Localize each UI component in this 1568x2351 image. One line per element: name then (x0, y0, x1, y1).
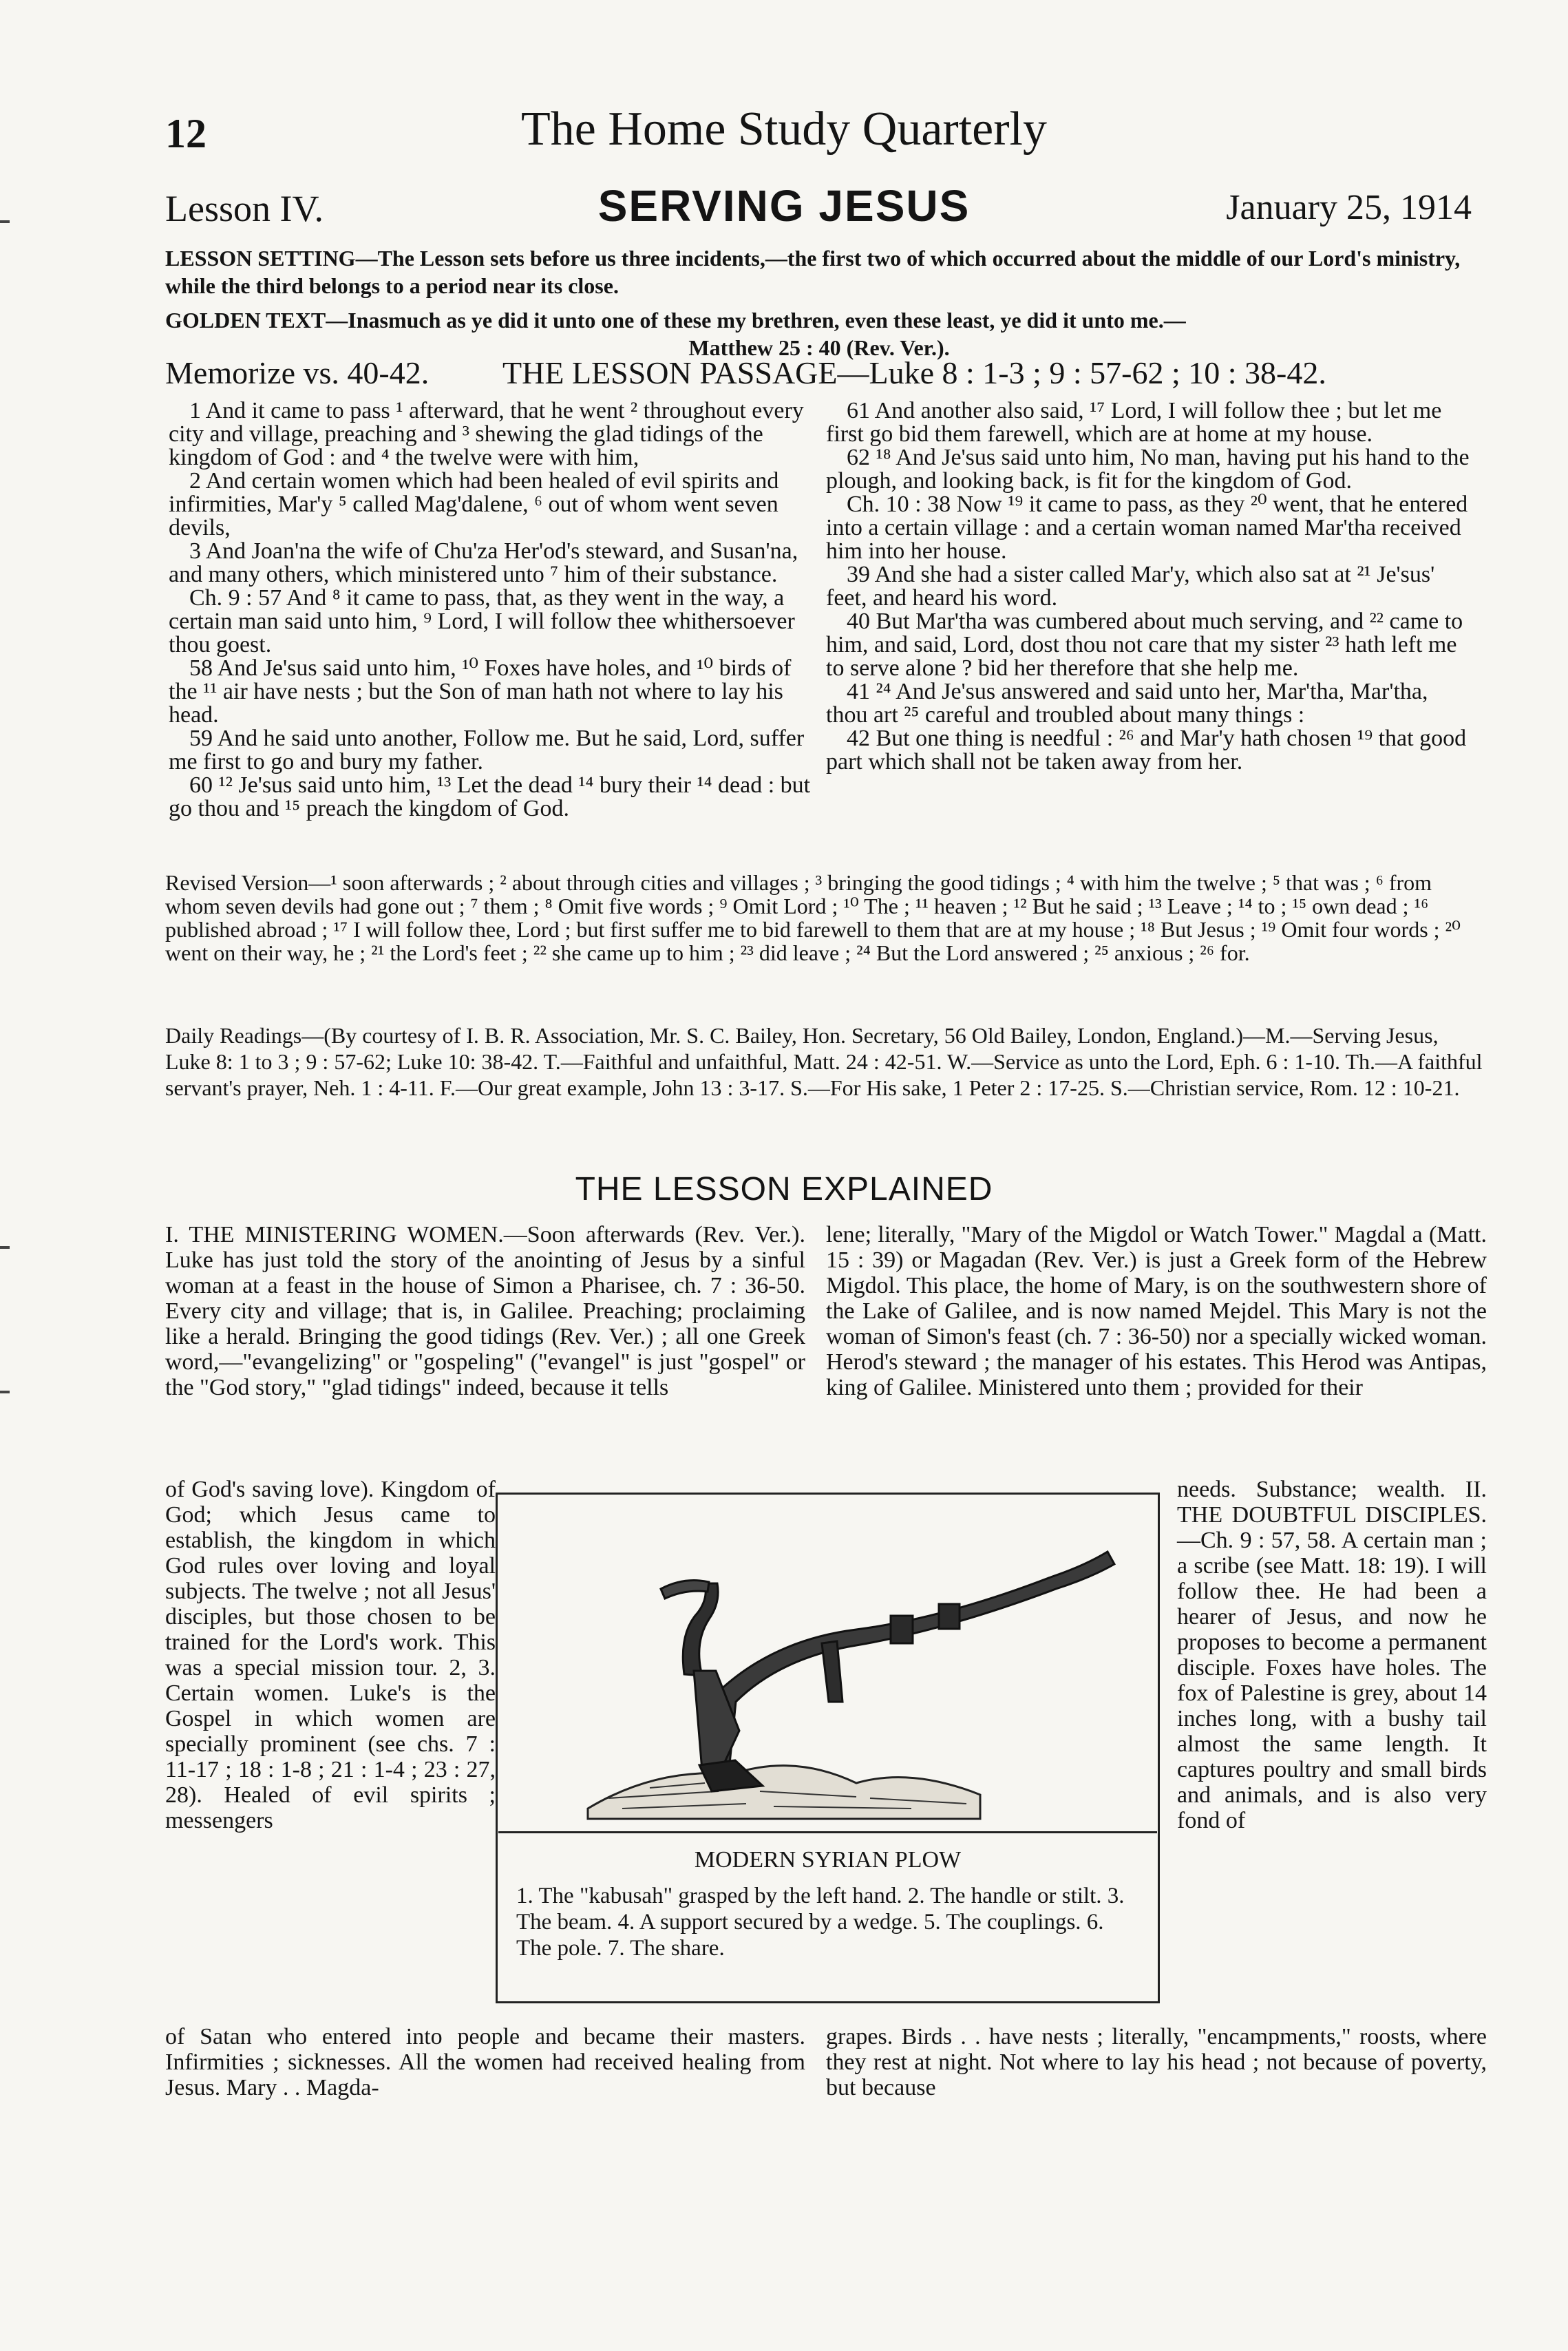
lesson-label: Lesson IV. (165, 188, 324, 229)
explained-paragraph: I. THE MINISTERING WOMEN.—Soon afterwards (Rev. Ver.). Luke has just told the story of the anointing of Jesus by a sinful woman at a feast in the house of Simon a Pharisee, ch. 7 : 36-50. Every city and village; that is, in Galilee. Preaching; proclaiming like a herald. Bringing the good tidings (Rev. Ver.) ; all one Greek word,—"evangelizing" or "gospeling" ("evangel" is just "gospel" or the "God story," "glad tidings" indeed, because it tells (165, 1222, 805, 1400)
figure-divider (498, 1831, 1157, 1833)
revised-version-notes: Revised Version—¹ soon afterwards ; ² about through cities and villages ; ³ bringing the good tidings ; ⁴ with him the twelve ; ⁵ that was ; ⁶ from whom seven devils had gone out ; ⁷ them ; ⁸ Omit five words ; ⁹ Omit Lord ; ¹⁰ The ; ¹¹ heaven ; ¹² But he said ; ¹³ Leave ; ¹⁴ to ; ¹⁵ own dead ; ¹⁶ published abroad ; ¹⁷ I will follow thee, Lord ; but first suffer me to bid farewell to them that are at my house ; ¹⁸ But Jesus ; ¹⁹ Omit four words ; ²⁰ went on their way, he ; ²¹ the Lord's feet ; ²² she came up to him ; ²³ did leave ; ²⁴ But the Lord answered ; ²⁵ anxious ; ²⁶ for. (165, 870, 1461, 965)
passage-verse: Ch. 9 : 57 And ⁸ it came to pass, that, as they went in the way, a certain man said unto him, ⁹ Lord, I will follow thee whithersoever thou goest. (169, 585, 795, 657)
passage-verse: 60 ¹² Je'sus said unto him, ¹³ Let the dead ¹⁴ bury their ¹⁴ dead : but go thou and ¹⁵ preach the kingdom of God. (169, 772, 811, 821)
passage-verse: 3 And Joan'na the wife of Chu'za Her'od's steward, and Susan'na, and many others, which ministered unto ⁷ him of their substance. (169, 538, 798, 587)
explained-paragraph: grapes. Birds . . have nests ; literally, "encampments," roosts, where they rest at night. Not where to lay his head ; not because of poverty, but because (826, 2024, 1487, 2100)
syrian-plow-illustration (498, 1495, 1157, 1822)
passage-verse: 62 ¹⁸ And Je'sus said unto him, No man, having put his hand to the plough, and looking back, is fit for the kingdom of God. (826, 445, 1470, 494)
passage-heading: THE LESSON PASSAGE—Luke 8 : 1-3 ; 9 : 57-62 ; 10 : 38-42. (502, 355, 1326, 390)
passage-verse: Ch. 10 : 38 Now ¹⁹ it came to pass, as they ²⁰ went, that he entered into a certain village : and a certain woman named Mar'tha received him into her house. (826, 492, 1468, 564)
lesson-explained-heading: THE LESSON EXPLAINED (575, 1171, 993, 1208)
lesson-setting: LESSON SETTING—The Lesson sets before us three incidents,—the first two of which occurred about the middle of our Lord's ministry, while the third belongs to a period near its close. (165, 246, 1461, 298)
lesson-title: SERVING JESUS (597, 181, 971, 231)
explained-column-right-middle (1177, 1477, 1487, 1833)
running-title: The Home Study Quarterly (521, 103, 1047, 156)
golden-text-reference: Matthew 25 : 40 (Rev. Ver.). (688, 335, 950, 360)
passage-right-column (826, 399, 1473, 774)
explained-column-left-top (165, 1222, 805, 1400)
passage-verse: 59 And he said unto another, Follow me. But he said, Lord, suffer me first to go and bury my father. (169, 726, 805, 774)
passage-verse: 58 And Je'sus said unto him, ¹⁰ Foxes have holes, and ¹⁰ birds of the ¹¹ air have nests ; but the Son of man hath not where to lay his head. (169, 655, 792, 728)
explained-column-left-bottom (165, 2024, 805, 2100)
explained-column-right-bottom (826, 2024, 1487, 2100)
golden-text-body: GOLDEN TEXT—Inasmuch as ye did it unto one of these my brethren, even these least, ye did it unto me.— (165, 308, 1186, 333)
page-number: 12 (165, 111, 206, 156)
passage-verse: 61 And another also said, ¹⁷ Lord, I will follow thee ; but let me first go bid them farewell, which are at home at my house. (826, 398, 1442, 447)
explained-paragraph: of God's saving love). Kingdom of God; which Jesus came to establish, the kingdom in which God rules over loving and loyal subjects. The twelve ; not all Jesus' disciples, but those chosen to be trained for the Lord's work. This was a special mission tour. 2, 3. Certain women. Luke's is the Gospel in which women are specially prominent (see chs. 7 : 11-17 ; 18 : 1-8 ; 21 : 1-4 ; 23 : 27, 28). Healed of evil spirits ; messengers (165, 1477, 496, 1833)
golden-text (165, 306, 1473, 361)
explained-paragraph: of Satan who entered into people and became their masters. Infirmities ; sicknesses. All the women had received healing from Jesus. Mary . . Magda- (165, 2024, 805, 2100)
explained-paragraph: lene; literally, "Mary of the Migdol or Watch Tower." Magdal a (Matt. 15 : 39) or Magadan (Rev. Ver.) is just a Greek form of the Hebrew Migdol. This place, the home of Mary, is on the southwestern shore of the Lake of Galilee, and is now named Mejdel. This Mary is not the woman of Simon's feast (ch. 7 : 36-50) nor a specially wicked woman. Herod's steward ; the manager of his estates. This Herod was Antipas, king of Galilee. Ministered unto them ; provided for their (826, 1222, 1487, 1400)
memorize-verses: Memorize vs. 40-42. (165, 355, 430, 390)
daily-readings: Daily Readings—(By courtesy of I. B. R. Association, Mr. S. C. Bailey, Hon. Secretary, 56 Old Bailey, London, England.)—M.—Serving Jesus, Luke 8: 1 to 3 ; 9 : 57-62; Luke 10: 38-42. T.—Faithful and unfaithful, Matt. 24 : 42-51. W.—Service as unto the Lord, Eph. 6 : 1-10. Th.—A faithful servant's prayer, Neh. 1 : 4-11. F.—Our great example, John 13 : 3-17. S.—For His sake, 1 Peter 2 : 17-25. S.—Christian service, Rom. 12 : 10-21. (165, 1023, 1483, 1100)
passage-verse: 2 And certain women which had been healed of evil spirits and infirmities, Mar'y ⁵ called Mag'dalene, ⁶ out of whom went seven devils, (169, 468, 779, 540)
passage-verse: 40 But Mar'tha was cumbered about much serving, and ²² came to him, and said, Lord, dost thou not care that my sister ²³ hath left me to serve alone ? bid her therefore that she help me. (826, 609, 1463, 681)
margin-mark (0, 1391, 10, 1393)
passage-verse: 39 And she had a sister called Mar'y, which also sat at ²¹ Je'sus' feet, and heard his word. (826, 562, 1435, 611)
passage-left-column (169, 399, 816, 821)
figure-caption-title: MODERN SYRIAN PLOW (694, 1847, 962, 1873)
explained-column-left-middle (165, 1477, 496, 1833)
passage-verse: 1 And it came to pass ¹ afterward, that he went ² throughout every city and village, preaching and ³ shewing the glad tidings of the kingdom of God : and ⁴ the twelve were with him, (169, 398, 804, 470)
passage-verse: 42 But one thing is needful : ²⁶ and Mar'y hath chosen ¹⁹ that good part which shall not be taken away from her. (826, 726, 1467, 774)
explained-column-right-top (826, 1222, 1487, 1400)
figure-caption-text: 1. The "kabusah" grasped by the left hand. 2. The handle or stilt. 3. The beam. 4. A support secured by a wedge. 5. The couplings. 6. The pole. 7. The share. (516, 1884, 1125, 1961)
explained-paragraph: needs. Substance; wealth. II. THE DOUBTFUL DISCIPLES.—Ch. 9 : 57, 58. A certain man ; a scribe (see Matt. 18: 19). I will follow thee. He had been a hearer of Jesus, and now he proposes to become a permanent disciple. Foxes have holes. The fox of Palestine is grey, about 14 inches long, with a bushy tail almost the same length. It captures poultry and small birds and animals, and is also very fond of (1177, 1477, 1487, 1833)
passage-verse: 41 ²⁴ And Je'sus answered and said unto her, Mar'tha, Mar'tha, thou art ²⁵ careful and troubled about many things : (826, 679, 1428, 728)
margin-mark (0, 1246, 10, 1249)
lesson-date: January 25, 1914 (1226, 188, 1472, 227)
